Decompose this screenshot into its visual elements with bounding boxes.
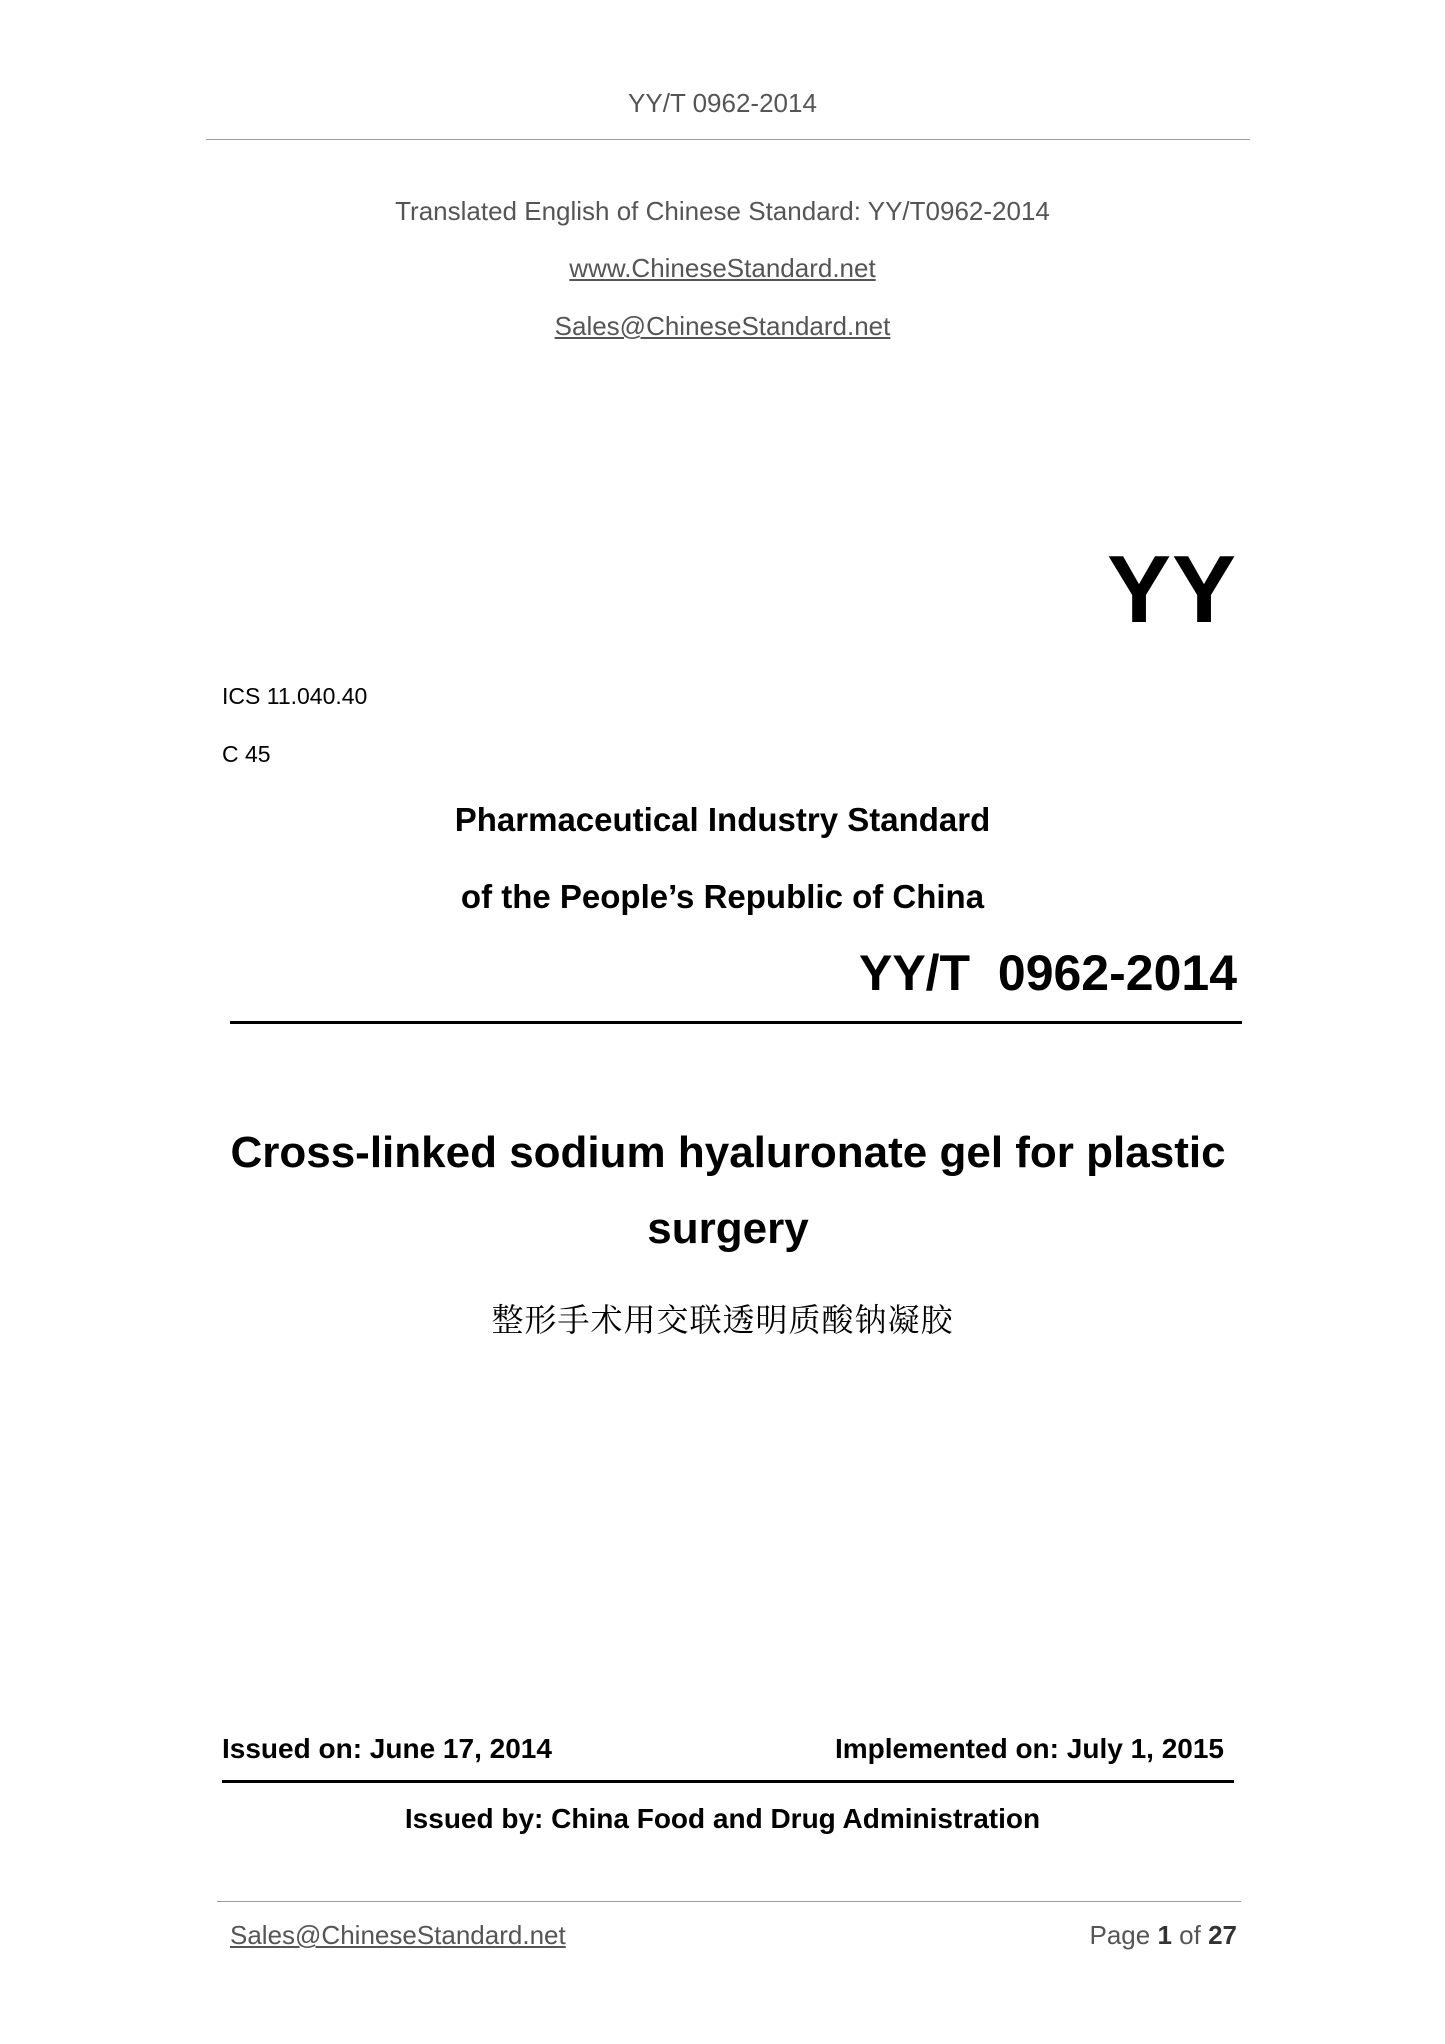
page-total: 27 <box>1208 1920 1237 1950</box>
document-title-english: Cross-linked sodium hyaluronate gel for plastic surgery <box>230 1128 1226 1253</box>
page-of: of <box>1179 1920 1201 1950</box>
sales-email-link[interactable]: Sales@ChineseStandard.net <box>554 311 891 341</box>
standard-number: YY/T 0962-2014 <box>858 945 1237 1001</box>
header-divider <box>206 139 1250 140</box>
footer-divider <box>217 1901 1241 1902</box>
website-link-row <box>0 253 1445 284</box>
website-link[interactable]: www.ChineseStandard.net <box>569 253 876 283</box>
issuing-authority: Issued by: China Food and Drug Administration <box>404 1803 1041 1834</box>
document-title-chinese: 整形手术用交联透明质酸钠凝胶 <box>491 1302 954 1338</box>
page-current: 1 <box>1157 1920 1172 1950</box>
issued-on-date: Issued on: June 17, 2014 <box>222 1733 552 1764</box>
page-number <box>1089 1920 1237 1951</box>
standard-number-divider <box>230 1021 1242 1024</box>
ccs-code: C 45 <box>222 741 271 767</box>
footer-email-link[interactable]: Sales@ChineseStandard.net <box>230 1920 566 1950</box>
implemented-on-date: Implemented on: July 1, 2015 <box>834 1733 1224 1764</box>
standard-category-code: YY <box>1106 536 1237 643</box>
issue-date-divider <box>222 1780 1234 1783</box>
running-header: YY/T 0962-2014 <box>628 88 817 118</box>
standard-type-line1: Pharmaceutical Industry Standard <box>454 801 991 838</box>
translation-notice: Translated English of Chinese Standard: YY/T0962-2014 <box>395 196 1050 226</box>
ics-code: ICS 11.040.40 <box>222 683 368 709</box>
standard-type-line2: of the People’s Republic of China <box>460 878 985 915</box>
page-prefix: Page <box>1089 1920 1151 1950</box>
email-link-row <box>0 311 1445 342</box>
